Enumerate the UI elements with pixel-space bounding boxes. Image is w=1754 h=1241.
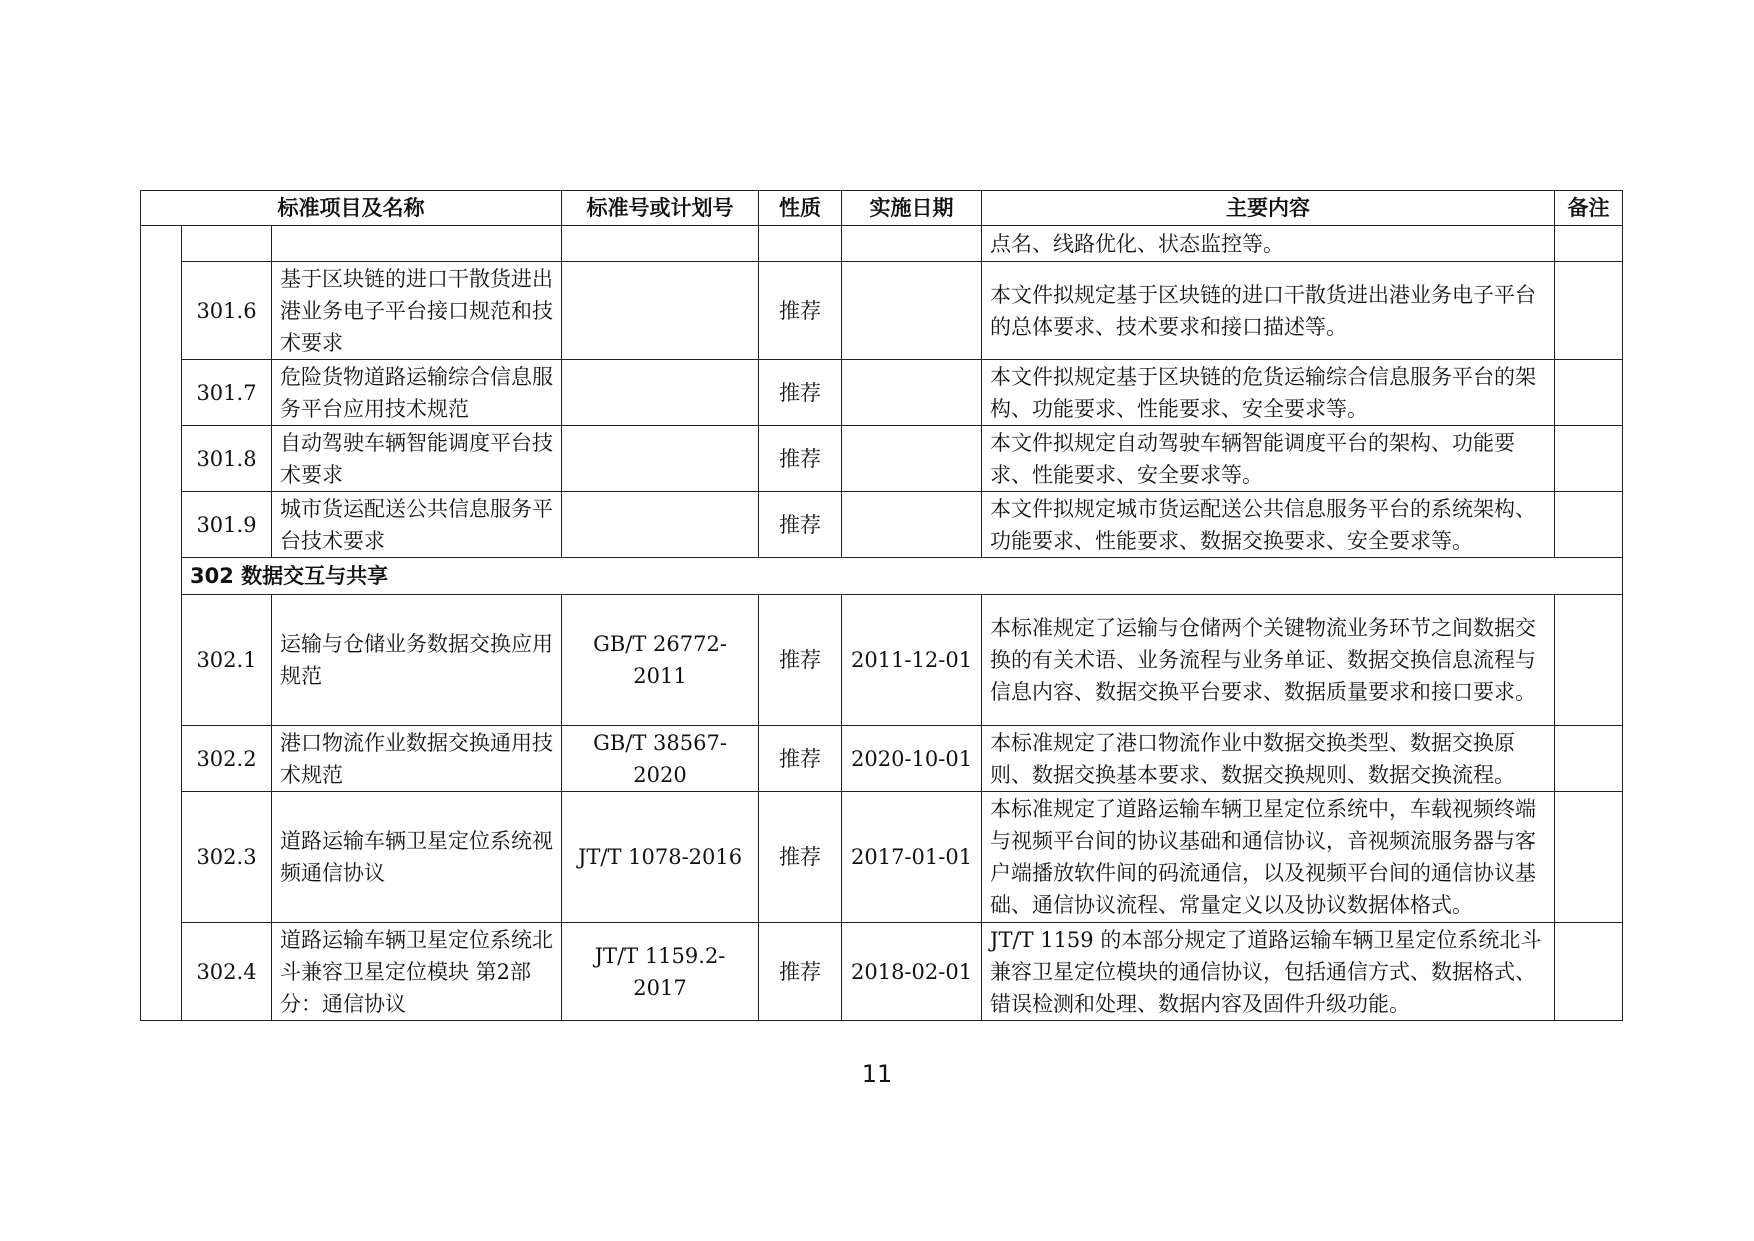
continued-name-cell: [272, 226, 562, 262]
row-remark: [1555, 726, 1623, 792]
table-row: [141, 595, 1623, 726]
row-content: 本文件拟规定基于区块链的进口干散货进出港业务电子平台的总体要求、技术要求和接口描述等。: [982, 262, 1555, 360]
header-row: [141, 191, 1623, 226]
table-row: [141, 923, 1623, 1021]
table-row: [141, 360, 1623, 426]
section-row: [141, 558, 1623, 595]
row-nature: 推荐: [759, 923, 842, 1021]
row-nature: 推荐: [759, 426, 842, 492]
header-date: 实施日期: [842, 191, 982, 226]
row-number: JT/T 1159.2-2017: [562, 923, 759, 1021]
row-content: 本标准规定了道路运输车辆卫星定位系统中，车载视频终端与视频平台间的协议基础和通信协议，音视频流服务器与客户端播放软件间的码流通信，以及视频平台间的通信协议基础、通信协议流程、常量定义以及协议数据体格式。: [982, 792, 1555, 923]
row-content: JT/T 1159 的本部分规定了道路运输车辆卫星定位系统北斗兼容卫星定位模块的通信协议，包括通信方式、数据格式、错误检测和处理、数据内容及固件升级功能。: [982, 923, 1555, 1021]
row-content: 本文件拟规定自动驾驶车辆智能调度平台的架构、功能要求、性能要求、安全要求等。: [982, 426, 1555, 492]
header-nature: 性质: [759, 191, 842, 226]
page-number: 11: [861, 1060, 893, 1088]
continued-remark-cell: [1555, 226, 1623, 262]
row-content: 本文件拟规定城市货运配送公共信息服务平台的系统架构、功能要求、性能要求、数据交换要求、安全要求等。: [982, 492, 1555, 558]
row-number: GB/T 38567-2020: [562, 726, 759, 792]
section-heading-302: 302 数据交互与共享: [182, 558, 1623, 595]
row-date: 2011-12-01: [842, 595, 982, 726]
row-nature: 推荐: [759, 726, 842, 792]
row-name: 城市货运配送公共信息服务平台技术要求: [272, 492, 562, 558]
table-body: [141, 226, 1623, 1021]
continued-nature-cell: [759, 226, 842, 262]
row-number: JT/T 1078-2016: [562, 792, 759, 923]
row-name: 道路运输车辆卫星定位系统北斗兼容卫星定位模块 第2部分：通信协议: [272, 923, 562, 1021]
row-nature: 推荐: [759, 262, 842, 360]
row-date: 2020-10-01: [842, 726, 982, 792]
row-date: [842, 492, 982, 558]
row-content: 本文件拟规定基于区块链的危货运输综合信息服务平台的架构、功能要求、性能要求、安全要求等。: [982, 360, 1555, 426]
header-remark: 备注: [1555, 191, 1623, 226]
row-date: [842, 360, 982, 426]
row-date: 2017-01-01: [842, 792, 982, 923]
table-row: [141, 492, 1623, 558]
row-number: GB/T 26772-2011: [562, 595, 759, 726]
row-nature: 推荐: [759, 360, 842, 426]
continued-number-cell: [562, 226, 759, 262]
row-name: 自动驾驶车辆智能调度平台技术要求: [272, 426, 562, 492]
row-content: 本标准规定了港口物流作业中数据交换类型、数据交换原则、数据交换基本要求、数据交换规则、数据交换流程。: [982, 726, 1555, 792]
row-remark: [1555, 792, 1623, 923]
row-id: 301.8: [182, 426, 272, 492]
row-number: [562, 492, 759, 558]
row-remark: [1555, 595, 1623, 726]
table-row: [141, 426, 1623, 492]
continued-date-cell: [842, 226, 982, 262]
table-row: [141, 792, 1623, 923]
row-nature: 推荐: [759, 492, 842, 558]
row-name: 运输与仓储业务数据交换应用规范: [272, 595, 562, 726]
table-row: [141, 262, 1623, 360]
header-item: 标准项目及名称: [141, 191, 562, 226]
row-id: 302.4: [182, 923, 272, 1021]
row-remark: [1555, 923, 1623, 1021]
row-remark: [1555, 360, 1623, 426]
row-number: [562, 360, 759, 426]
row-name: 危险货物道路运输综合信息服务平台应用技术规范: [272, 360, 562, 426]
left-margin-cell: [141, 226, 182, 1021]
row-remark: [1555, 426, 1623, 492]
table-row: [141, 726, 1623, 792]
row-remark: [1555, 262, 1623, 360]
row-date: 2018-02-01: [842, 923, 982, 1021]
row-id: 302.3: [182, 792, 272, 923]
row-name: 港口物流作业数据交换通用技术规范: [272, 726, 562, 792]
row-number: [562, 262, 759, 360]
row-id: 301.7: [182, 360, 272, 426]
row-name: 基于区块链的进口干散货进出港业务电子平台接口规范和技术要求: [272, 262, 562, 360]
row-nature: 推荐: [759, 595, 842, 726]
row-name: 道路运输车辆卫星定位系统视频通信协议: [272, 792, 562, 923]
header-number: 标准号或计划号: [562, 191, 759, 226]
continued-row: [141, 226, 1623, 262]
row-number: [562, 426, 759, 492]
row-id: 301.6: [182, 262, 272, 360]
row-remark: [1555, 492, 1623, 558]
continued-id-cell: [182, 226, 272, 262]
row-nature: 推荐: [759, 792, 842, 923]
continued-content: 点名、线路优化、状态监控等。: [982, 226, 1555, 262]
row-id: 302.2: [182, 726, 272, 792]
header-content: 主要内容: [982, 191, 1555, 226]
standards-table: [140, 190, 1623, 1021]
row-id: 301.9: [182, 492, 272, 558]
row-date: [842, 262, 982, 360]
row-date: [842, 426, 982, 492]
row-content: 本标准规定了运输与仓储两个关键物流业务环节之间数据交换的有关术语、业务流程与业务单证、数据交换信息流程与信息内容、数据交换平台要求、数据质量要求和接口要求。: [982, 595, 1555, 726]
row-id: 302.1: [182, 595, 272, 726]
